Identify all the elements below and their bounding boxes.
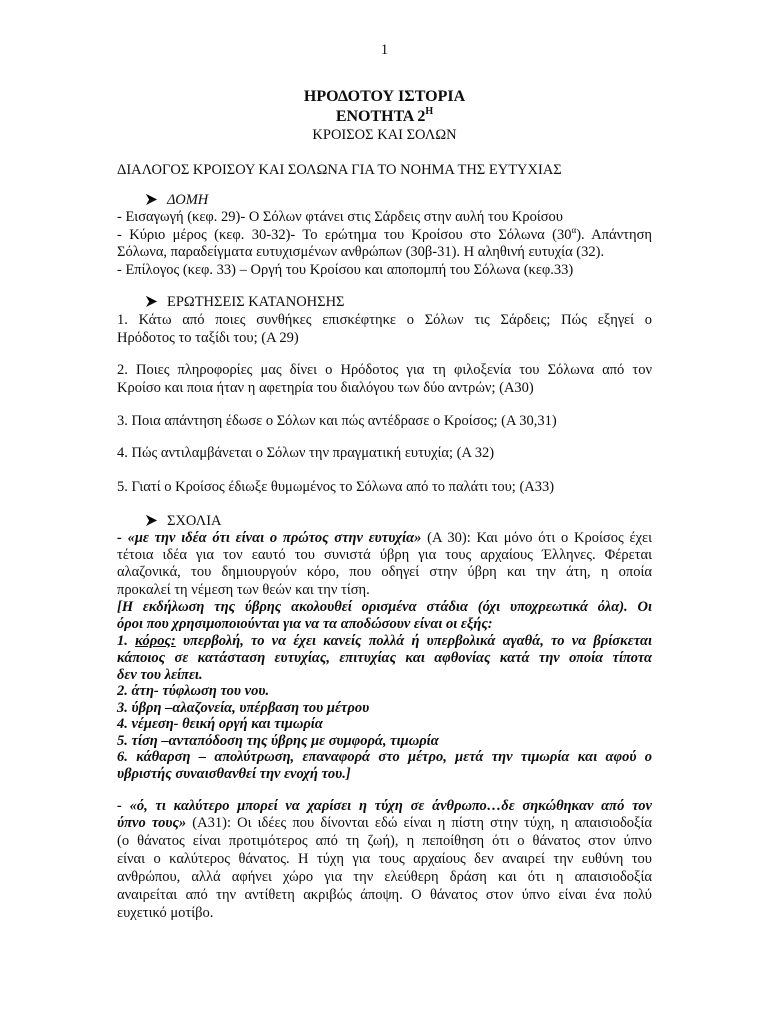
comment-line: ευχετικό μοτίβο.	[117, 905, 214, 921]
questions-section-header	[146, 293, 546, 311]
hubris-stage-line: 5. τίση –ανταπόδοση της ύβρης με συμφορά, τιμωρία	[117, 733, 439, 749]
comment-quote: - «με την ιδέα ότι είναι ο πρώτος στην ευτυχία»	[117, 530, 422, 546]
hubris-stage-line: υβριστής συναισθανθεί την ενοχή του.]	[117, 766, 351, 782]
hubris-stage-line: κάποιος σε κατάσταση ευτυχίας, επιτυχίας και αφθονίας κατά την οποία τίποτα	[117, 650, 652, 666]
question-line: 3. Ποια απάντηση έδωσε ο Σόλων και πώς αντέδρασε ο Κροίσος; (Α 30,31)	[117, 413, 557, 429]
unit-superscript: Η	[425, 106, 434, 117]
lesson-subtitle: ΚΡΟΙΣΟΣ ΚΑΙ ΣΟΛΩΝ	[312, 127, 457, 143]
page-number: 1	[380, 42, 389, 58]
comment-line: τέτοια ιδέα για τον εαυτό του συνιστά ύβρη για τους αρχαίους Έλληνες. Φέρεται	[117, 547, 652, 563]
hubris-stage-line: 2. άτη- τύφλωση του νου.	[117, 683, 270, 699]
hubris-stages-intro: όροι που χρησιμοποιούνται για να τα αποδώσουν είναι οι εξής:	[117, 616, 493, 632]
structure-main-part-text: ). Απάντηση	[576, 227, 652, 243]
comment-line	[117, 814, 652, 832]
hubris-stage-line: 4. νέμεση- θεική οργή και τιμωρία	[117, 716, 323, 732]
question-line: Κροίσο και ποια ήταν η αφετηρία του διαλόγου των δύο αντρών; (Α30)	[117, 380, 534, 396]
comments-section-header	[146, 512, 546, 530]
comment-line: αλαζονικά, του δημιουργούν κόρο, που οδηγεί στην ύβρη και την άτη, η οποία	[117, 564, 652, 580]
comments-section-title: ΣΧΟΛΙΑ	[167, 513, 222, 529]
comment-quote: - «ό, τι καλύτερο μπορεί να χαρίσει η τύχη σε άνθρωπο…δε σηκώθηκαν από τον	[117, 798, 652, 814]
structure-section-header	[146, 191, 546, 209]
structure-epilogue: - Επίλογος (κεφ. 33) – Οργή του Κροίσου και αποπομπή του Σόλωνα (κεφ.33)	[117, 262, 574, 278]
stage-text: υπερβολή, το να έχει κανείς πολλά ή υπερβολικά αγαθά, το να βρίσκεται	[175, 633, 653, 649]
comment-line	[117, 529, 652, 547]
structure-main-part-line: Σόλωνα, παραδείγματα ευτυχισμένων ανθρώπων (30β-31). Η αληθινή ευτυχία (32).	[117, 244, 605, 260]
structure-main-part-line	[117, 226, 652, 244]
stage-number: 1.	[117, 633, 136, 649]
hubris-stage-line: 3. ύβρη –αλαζονεία, υπέρβαση του μέτρου	[117, 700, 370, 716]
question-line: 2. Ποιες πληροφορίες μας δίνει ο Ηρόδοτος για τη φιλοξενία του Σόλωνα από τον	[117, 362, 652, 378]
comment-text: (Α31): Οι ιδέες που δίνονται εδώ είναι η πίστη στην τύχη, η απαισιοδοξία	[186, 815, 652, 831]
structure-main-part-text: - Κύριο μέρος (κεφ. 30-32)- Το ερώτημα του Κροίσου στο Σόλωνα (30	[117, 227, 572, 243]
comment-line: είναι ο καλύτερος θάνατος. Η τύχη για τους αρχαίους δεν αναιρεί την ευθύνη του	[117, 851, 652, 867]
structure-section-title: ΔΟΜΗ	[167, 192, 209, 208]
section-heading: ΔΙΑΛΟΓΟΣ ΚΡΟΙΣΟΥ ΚΑΙ ΣΟΛΩΝΑ ΓΙΑ ΤΟ ΝΟΗΜΑ ΤΗΣ ΕΥΤΥΧΙΑΣ	[117, 162, 562, 178]
question-line: 5. Γιατί ο Κροίσος έδιωξε θυμωμένος το Σόλωνα από το παλάτι του; (Α33)	[117, 479, 555, 495]
questions-section-title: ΕΡΩΤΗΣΕΙΣ ΚΑΤΑΝΟΗΣΗΣ	[167, 294, 345, 310]
comment-line: (ο θάνατος είναι προτιμότερος από τη ζωή), η πεποίθηση ότι ο θάνατος στον ύπνο	[117, 833, 652, 849]
hubris-stage-line	[117, 632, 652, 650]
hubris-stages-intro: [Η εκδήλωση της ύβρης ακολουθεί ορισμένα στάδια (όχι υποχρεωτικά όλα). Οι	[117, 599, 652, 615]
stage-term: κόρος:	[135, 633, 176, 649]
comment-line: προκαλεί τη νέμεση των θεών και την τίση.	[117, 582, 370, 598]
arrowhead-bullet-icon	[146, 515, 157, 526]
question-line: 4. Πώς αντιλαμβάνεται ο Σόλων την πραγματική ευτυχία; (Α 32)	[117, 445, 495, 461]
comment-line: ανθρώπου, αλλά αφήνει χώρο για την ελεύθερη δράση και ότι η απαισιοδοξία	[117, 869, 652, 885]
structure-main-part-superscript: α	[571, 225, 577, 235]
structure-introduction: - Εισαγωγή (κεφ. 29)- Ο Σόλων φτάνει στις Σάρδεις στην αυλή του Κροίσου	[117, 209, 563, 225]
hubris-stage-line: 6. κάθαρση – απολύτρωση, επαναφορά στο μέτρο, μετά την τιμωρία και αφού ο	[117, 749, 652, 765]
comment-text: (Α 30): Και μόνο ότι ο Κροίσος έχει	[421, 530, 652, 546]
comment-line: αναιρείται από την αντίθετη ακριβώς άποψη. Ο θάνατος στον ύπνο είναι ένα πολύ	[117, 887, 652, 903]
question-line: 1. Κάτω από ποιες συνθήκες επισκέφτηκε ο Σόλων τις Σάρδεις; Πώς εξηγεί ο	[117, 312, 652, 328]
arrowhead-bullet-icon	[146, 296, 157, 307]
unit-number: ΕΝΟΤΗΤΑ 2	[335, 108, 426, 125]
question-line: Ηρόδοτος το ταξίδι του; (Α 29)	[117, 330, 299, 346]
arrowhead-bullet-icon	[146, 194, 157, 205]
comment-quote: ύπνο τους»	[117, 815, 187, 831]
hubris-stage-line: δεν του λείπει.	[117, 667, 203, 683]
document-title: ΗΡΟΔΟΤΟΥ ΙΣΤΟΡΙΑ	[303, 88, 466, 105]
unit-label	[117, 108, 652, 126]
